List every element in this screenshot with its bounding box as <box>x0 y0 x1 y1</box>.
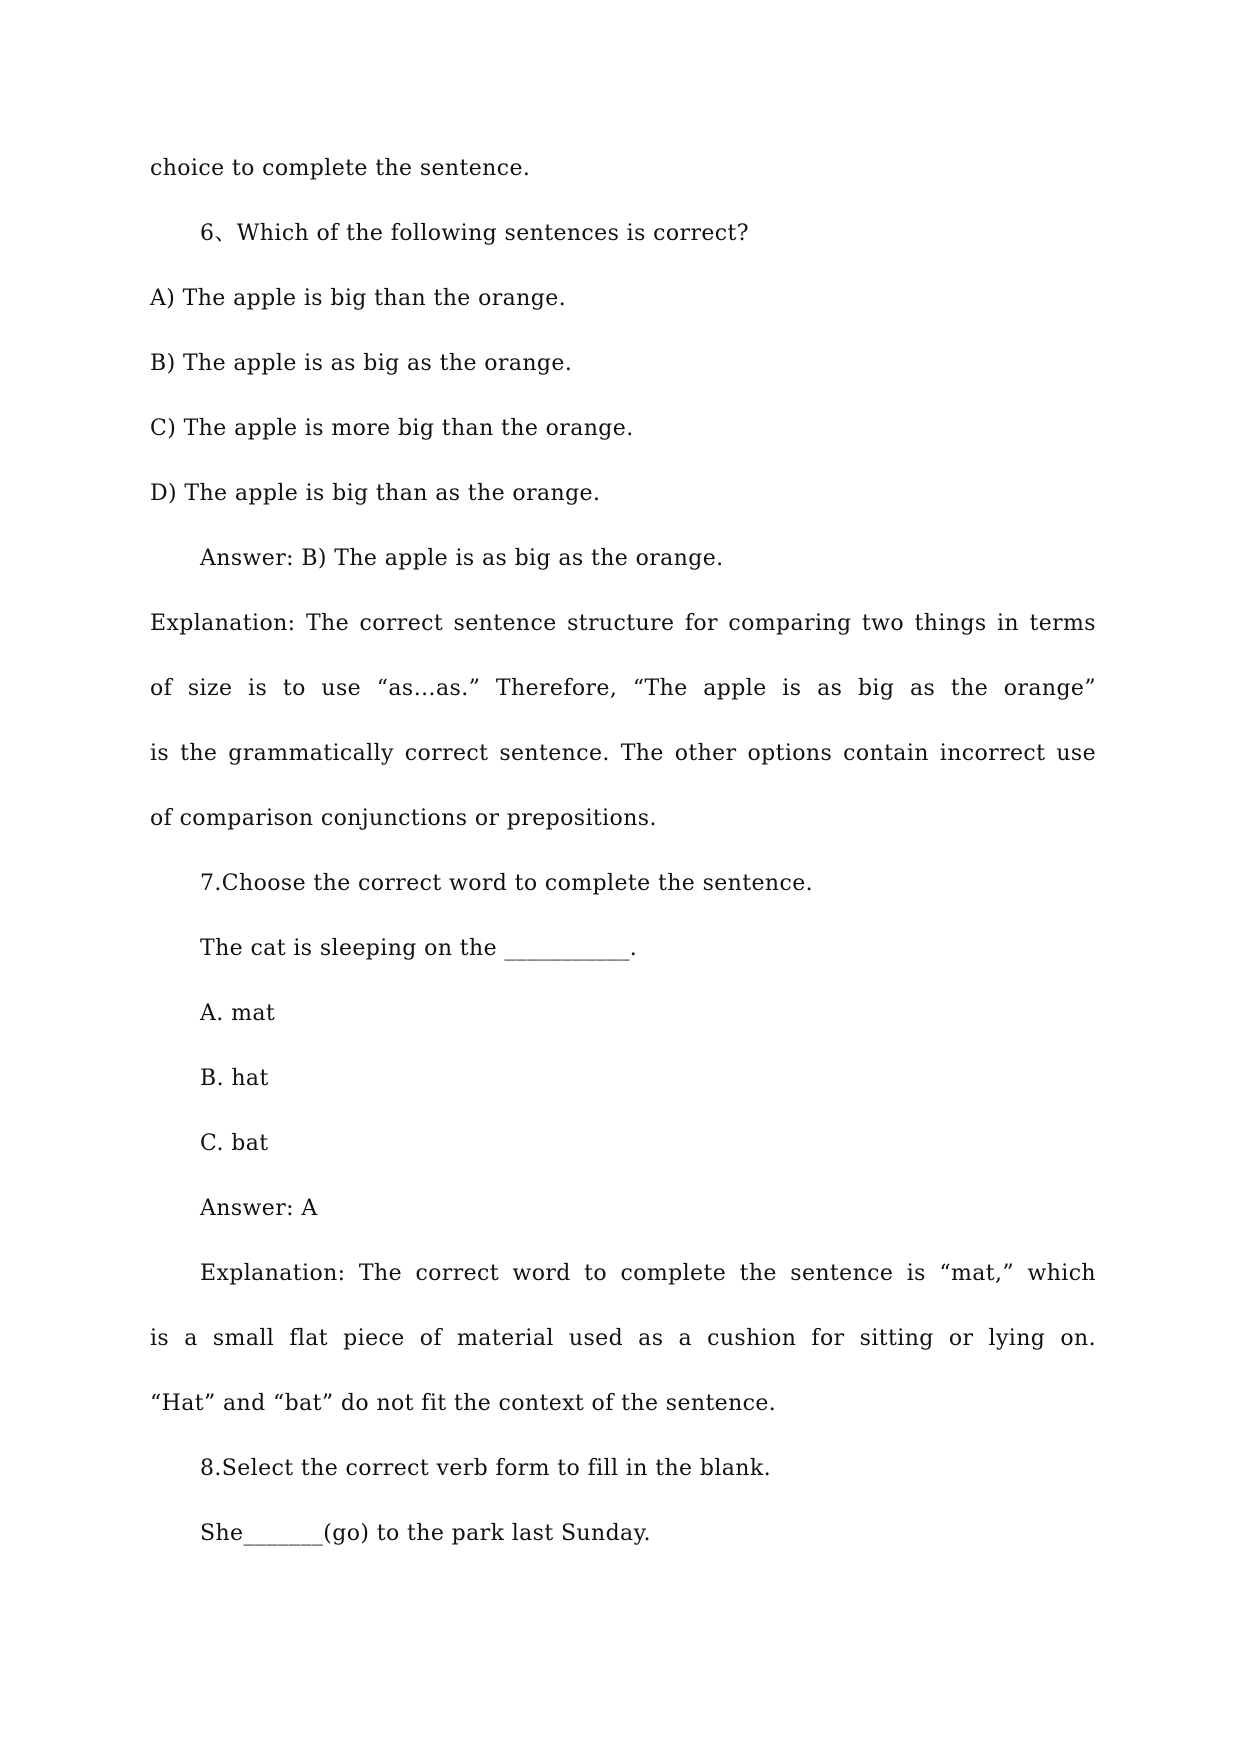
line-05: C) The apple is more big than the orange. <box>150 416 634 441</box>
line-09: of size is to use “as…as.” Therefore, “The apple is as big as the orange” <box>150 676 1096 701</box>
document-page <box>150 136 1096 1566</box>
line-07: Answer: B) The apple is as big as the orange. <box>200 546 724 571</box>
line-11: of comparison conjunctions or prepositions. <box>150 806 657 831</box>
line-20: “Hat” and “bat” do not fit the context of the sentence. <box>150 1391 777 1416</box>
line-16: C. bat <box>200 1131 269 1156</box>
line-15: B. hat <box>200 1066 269 1091</box>
line-01: choice to complete the sentence. <box>150 156 531 181</box>
line-02: 6、Which of the following sentences is correct? <box>200 221 749 246</box>
line-08: Explanation: The correct sentence structure for comparing two things in terms <box>150 611 1096 636</box>
line-22: She_______(go) to the park last Sunday. <box>200 1521 651 1546</box>
line-21: 8.Select the correct verb form to fill in the blank. <box>200 1456 771 1481</box>
line-19: is a small flat piece of material used as a cushion for sitting or lying on. <box>150 1326 1096 1351</box>
line-12: 7.Choose the correct word to complete the sentence. <box>200 871 814 896</box>
line-03: A) The apple is big than the orange. <box>150 286 567 311</box>
line-17: Answer: A <box>200 1196 318 1221</box>
line-14: A. mat <box>200 1001 276 1026</box>
line-18: Explanation: The correct word to complete the sentence is “mat,” which <box>200 1261 1096 1286</box>
line-06: D) The apple is big than as the orange. <box>150 481 601 506</box>
line-10: is the grammatically correct sentence. The other options contain incorrect use <box>150 741 1096 766</box>
line-04: B) The apple is as big as the orange. <box>150 351 573 376</box>
line-13: The cat is sleeping on the ___________. <box>200 936 638 961</box>
